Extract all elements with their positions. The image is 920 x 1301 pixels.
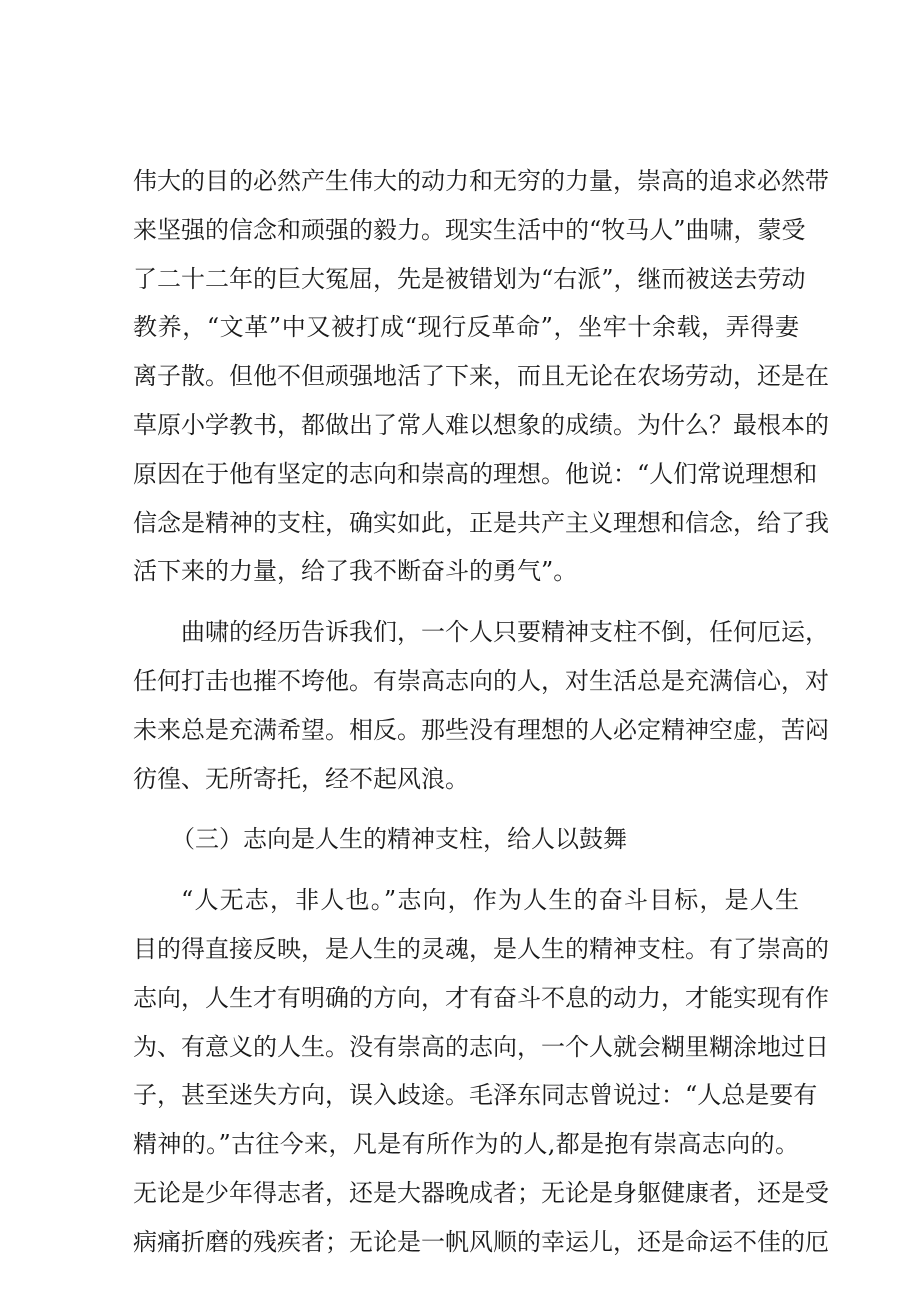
text-line: “人无志，非人也。”志向，作为人生的奋斗目标，是人生 (181, 886, 799, 915)
section-heading: （三）志向是人生的精神支柱，给人以鼓舞 (171, 825, 627, 854)
text-line: 病痛折磨的残疾者；无论是一帆风顺的幸运儿，还是命运不佳的厄 (133, 1227, 829, 1256)
text-line: 目的得直接反映，是人生的灵魂，是人生的精神支柱。有了崇高的 (133, 934, 829, 963)
text-line: 来坚强的信念和顽强的毅力。现实生活中的“牧马人”曲啸，蒙受 (133, 215, 806, 244)
text-line: 精神的。”古往今来，凡是有所作为的人,都是抱有崇高志向的。 (133, 1130, 799, 1159)
text-line: 为、有意义的人生。没有崇高的志向，一个人就会糊里糊涂地过日 (133, 1032, 829, 1061)
text-line: 伟大的目的必然产生伟大的动力和无穷的力量，崇高的追求必然带 (133, 167, 829, 195)
paragraph-2 (133, 608, 829, 803)
text-line: 草原小学教书，都做出了常人难以想象的成绩。为什么？最根本的 (133, 410, 829, 439)
text-line: 了二十二年的巨大冤屈，先是被错划为“右派”，继而被送去劳动 (133, 264, 806, 293)
paragraph-gap (133, 596, 799, 608)
text-line: 曲啸的经历告诉我们，一个人只要精神支柱不倒，任何厄运， (181, 618, 829, 647)
text-line: 活下来的力量，给了我不断奋斗的勇气”。 (133, 557, 578, 586)
text-line: 无论是少年得志者，还是大器晚成者；无论是身躯健康者，还是受 (133, 1178, 829, 1207)
paragraph-3 (133, 876, 829, 1266)
text-line: 未来总是充满希望。相反。那些没有理想的人必定精神空虚，苦闷 (133, 715, 829, 744)
text-line: 彷徨、无所寄托，经不起风浪。 (133, 764, 469, 793)
text-line: 子，甚至迷失方向，误入歧途。毛泽东同志曾说过：“人总是要有 (133, 1081, 818, 1110)
text-line: 教养，“文革”中又被打成“现行反革命”，坐牢十余载，弄得妻 (133, 313, 799, 342)
text-line: 任何打击也摧不垮他。有崇高志向的人，对生活总是充满信心，对 (133, 666, 829, 695)
text-line: 原因在于他有坚定的志向和崇高的理想。他说：“人们常说理想和 (133, 459, 818, 488)
text-line: 信念是精神的支柱，确实如此，正是共产主义理想和信念，给了我 (133, 508, 829, 537)
paragraph-gap (133, 803, 799, 815)
text-line: 志向，人生才有明确的方向，才有奋斗不息的动力，才能实现有作 (133, 983, 829, 1012)
text-line: 离子散。但他不但顽强地活了下来，而且无论在农场劳动，还是在 (133, 362, 829, 391)
paragraph-gap (133, 864, 799, 876)
document-body (133, 157, 829, 1267)
paragraph-1 (133, 157, 829, 596)
